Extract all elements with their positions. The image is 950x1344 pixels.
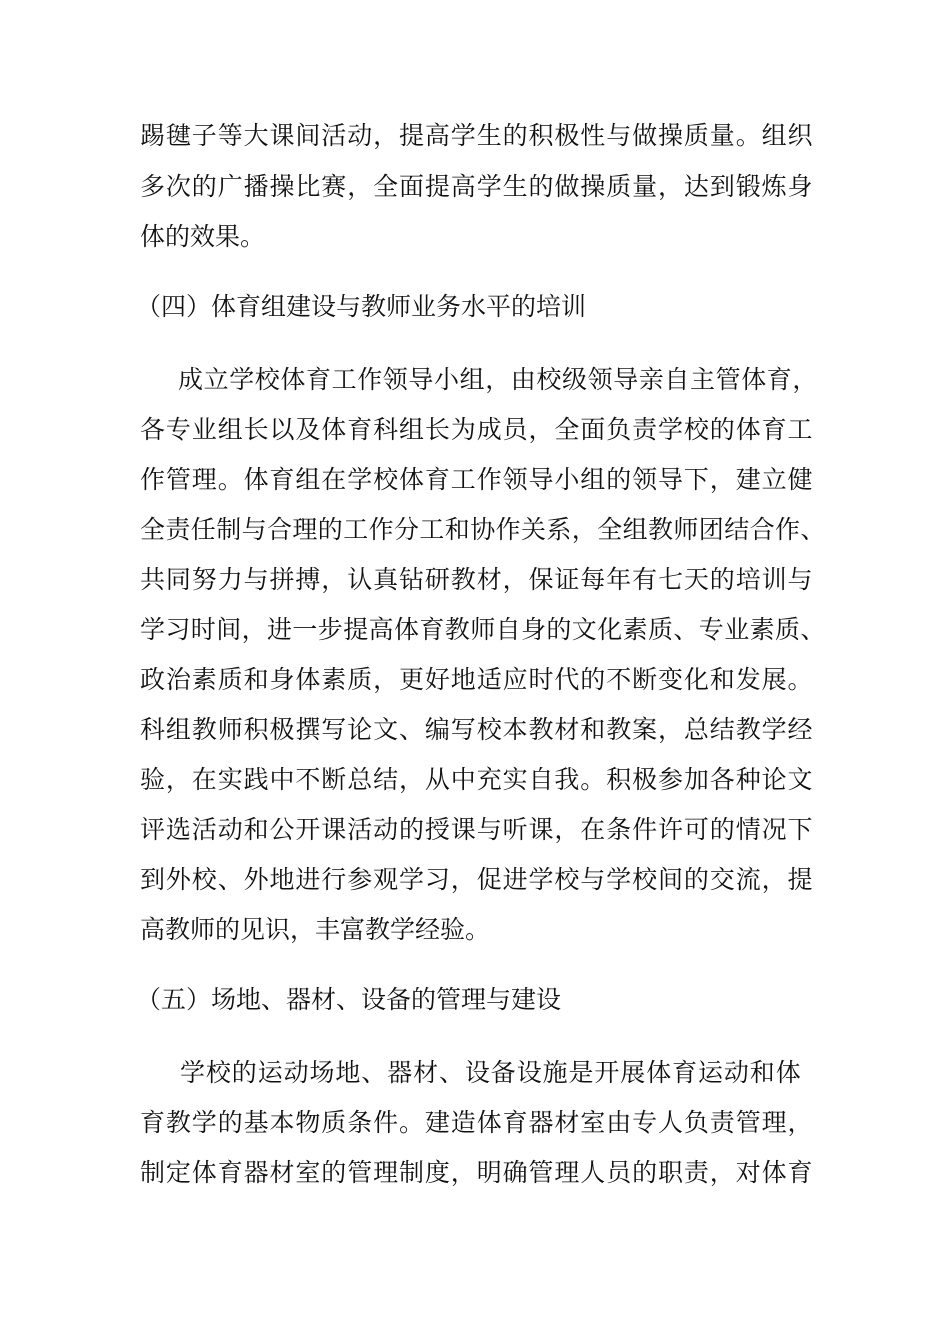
section-heading-4: （四）体育组建设与教师业务水平的培训 — [136, 292, 587, 321]
paragraph-2-line-4: 全责任制与合理的工作分工和协作关系，全组教师团结合作、 — [140, 515, 826, 544]
paragraph-3-line-2: 育教学的基本物质条件。建造体育器材室由专人负责管理， — [140, 1108, 814, 1137]
paragraph-1-line-3: 体的效果。 — [140, 222, 266, 251]
paragraph-1-line-1: 踢毽子等大课间活动，提高学生的积极性与做操质量。组织 — [140, 121, 814, 150]
paragraph-2-line-12: 高教师的见识，丰富教学经验。 — [140, 915, 491, 944]
paragraph-2-line-7: 政治素质和身体素质，更好地适应时代的不断变化和发展。 — [140, 665, 814, 694]
paragraph-2-line-10: 评选活动和公开课活动的授课与听课，在条件许可的情况下 — [140, 815, 814, 844]
paragraph-1-line-2: 多次的广播操比赛，全面提高学生的做操质量，达到锻炼身 — [140, 172, 814, 201]
paragraph-2-line-3: 作管理。体育组在学校体育工作领导小组的领导下，建立健 — [140, 465, 814, 494]
paragraph-2-line-1: 成立学校体育工作领导小组，由校级领导亲自主管体育， — [178, 365, 819, 394]
paragraph-2-line-8: 科组教师积极撰写论文、编写校本教材和教案，总结教学经 — [140, 715, 814, 744]
section-heading-5: （五）场地、器材、设备的管理与建设 — [136, 985, 562, 1014]
paragraph-2-line-9: 验，在实践中不断总结，从中充实自我。积极参加各种论文 — [140, 765, 814, 794]
paragraph-2-line-5: 共同努力与拼搏，认真钻研教材，保证每年有七天的培训与 — [140, 565, 814, 594]
paragraph-3-line-3: 制定体育器材室的管理制度，明确管理人员的职责，对体育 — [140, 1158, 814, 1187]
paragraph-2-line-2: 各专业组长以及体育科组长为成员，全面负责学校的体育工 — [140, 415, 814, 444]
paragraph-2-line-11: 到外校、外地进行参观学习，促进学校与学校间的交流，提 — [140, 865, 814, 894]
paragraph-3-line-1: 学校的运动场地、器材、设备设施是开展体育运动和体 — [180, 1058, 802, 1087]
paragraph-2-line-6: 学习时间，进一步提高体育教师自身的文化素质、专业素质、 — [140, 615, 826, 644]
